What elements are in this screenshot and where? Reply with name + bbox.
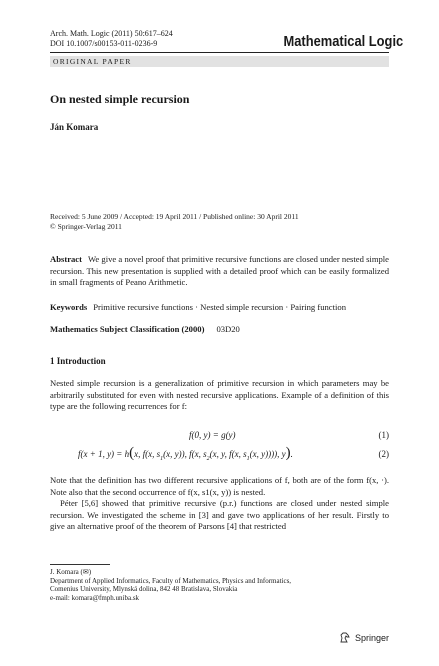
intro-paragraph-2: Note that the definition has two different recursive applications of f, both are of the form f(x, ·). Note also that the second occurrence of f(x, s1(x, y)) is nested. xyxy=(50,475,389,497)
msc xyxy=(50,324,389,336)
abstract-text: We give a novel proof that primitive recursive functions are closed under nested simple recursion. This new presentation is supplied with a detailed proof which can be easily formalized in small fragments of Peano Arithmetic. xyxy=(50,254,389,288)
msc-label: Mathematics Subject Classification (2000) xyxy=(50,324,205,334)
university: Comenius University, Mlynská dolina, 842 48 Bratislava, Slovakia xyxy=(50,585,238,594)
author-affiliation xyxy=(50,568,291,602)
email: e-mail: komara@fmph.uniba.sk xyxy=(50,593,140,602)
publisher-name: Springer xyxy=(354,632,389,643)
keywords-text: Primitive recursive functions · Nested simple recursion · Pairing function xyxy=(93,302,346,312)
springer-horse-icon xyxy=(339,632,351,643)
header-rule xyxy=(50,52,389,53)
paper-title: On nested simple recursion xyxy=(50,92,190,106)
equation-1: f(0, y) = g(y) xyxy=(189,430,236,440)
abstract xyxy=(50,254,389,289)
author: Ján Komara xyxy=(50,122,99,132)
publisher-logo xyxy=(339,632,389,643)
equation-2-number: (2) xyxy=(378,449,389,459)
intro-paragraph-1: Nested simple recursion is a generalization of primitive recursion in which parameters may be arbitrarily substituted for even with nested recursive applications. Example of a definition of this type are the following recurrences for f: xyxy=(50,378,389,412)
copyright: © Springer-Verlag 2011 xyxy=(50,222,122,231)
equation-2: f(x + 1, y) = h(x, f(x, $s_1(x$, y)), f(x, $s_2(x$, y, f(x, $s_1(x$, y)))), y). xyxy=(78,445,293,462)
journal-name: Mathematical Logic xyxy=(283,33,403,50)
author-name: J. Komara (✉) xyxy=(50,568,92,576)
equation-1-number: (1) xyxy=(378,430,389,440)
section-heading: 1 Introduction xyxy=(50,356,106,366)
department: Department of Applied Informatics, Faculty of Mathematics, Physics and Informatics, xyxy=(50,576,292,585)
citation-header xyxy=(50,29,173,49)
citation: Arch. Math. Logic (2011) 50:617–624 xyxy=(50,29,173,38)
keywords-label: Keywords xyxy=(50,302,88,312)
footnote-rule xyxy=(50,564,110,565)
intro-paragraph-3: Péter [5,6] showed that primitive recursive (p.r.) functions are closed under nested simple recursion. We investigated the scheme in [3] and gave two applications of her result. Firstly to give an alternative proof of the theorem of Parsons [4] that restricted xyxy=(50,498,389,532)
msc-code: 03D20 xyxy=(216,324,240,334)
doi: DOI 10.1007/s00153-011-0236-9 xyxy=(50,39,158,48)
article-type-band xyxy=(50,56,389,67)
keywords xyxy=(50,302,389,314)
history xyxy=(50,212,299,232)
history-dates: Received: 5 June 2009 / Accepted: 19 April 2011 / Published online: 30 April 2011 xyxy=(50,212,299,221)
article-type: ORIGINAL PAPER xyxy=(53,57,132,66)
abstract-label: Abstract xyxy=(50,254,82,264)
